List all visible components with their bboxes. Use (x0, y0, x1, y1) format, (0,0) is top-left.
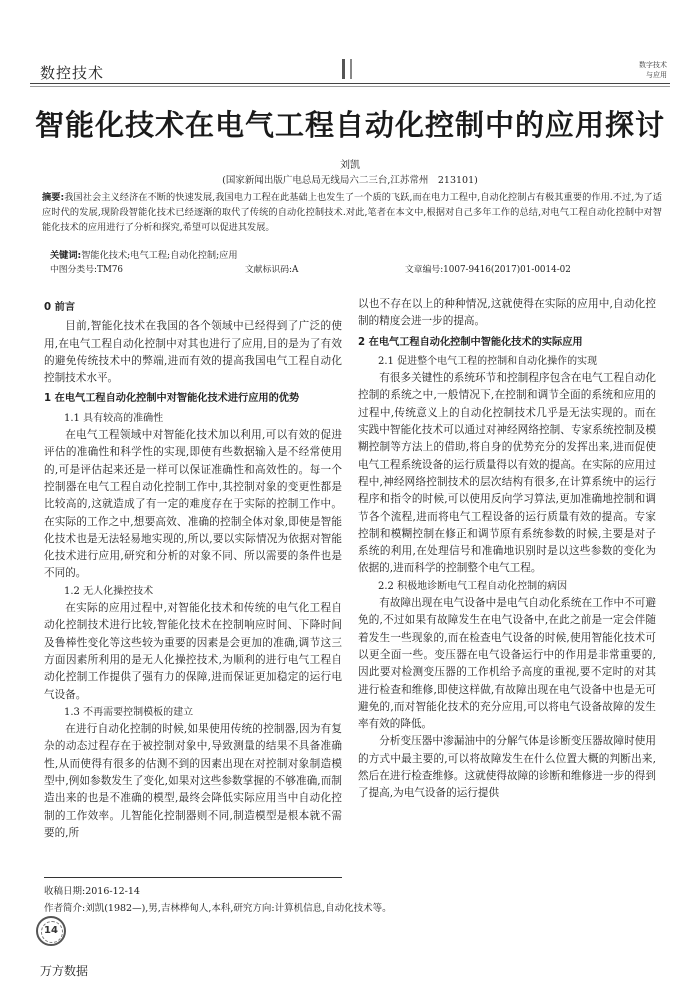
article-title: 智能化技术在电气工程自动化控制中的应用探讨 (34, 108, 665, 142)
paragraph: 在进行自动化控制的时候,如果使用传统的控制器,因为有复杂的动态过程存在于被控制对象中,导致测量的结果不具备准确性,从而使得有很多的估测不到的因素出现在对控制对象制造模型中,例如参数发生了变化,如果对这些参数掌握的不够准确,而制造出来的也是不准确的模型,最终会降低实际应用当中自动化控制的工作效率。儿智能化控制器则不同,制造模型是根本就不需要的,所 (44, 723, 342, 839)
paragraph: 有故障出现在电气设备中是电气自动化系统在工作中不可避免的,不过如果有故障发生在电气设备中,在此之前是一定会伴随着发生一些现象的,而在检查电气设备的时候,使用智能化技术可以更全面一些。变压器在电气设备运行中的作用是非常重要的,因此要对检测变压器的工作机给予高度的重视,要不定时的对其进行检查和维修,即使这样做,有故障出现在电气设备中也是无可避免的,而对智能化技术的充分应用,可以将电气设备故障的发生率有效的降低。 (358, 597, 656, 731)
subsection-heading: 1.3 不再需要控制模板的建立 (64, 706, 194, 718)
page-number-badge (36, 916, 66, 946)
keywords (50, 247, 238, 261)
abstract-label: 摘要: (42, 192, 65, 203)
paragraph: 在实际的应用过程中,对智能化技术和传统的电气化工程自动化控制技术进行比较,智能化技术在控制响应时间、下降时间及鲁棒性变化等这些较为重要的因素是会更加的准确,调节这三方面因素所利用的是无人化操控技术,为顺利的进行电气工程自动化控制工作提供了强有力的保障,进而保证更加稳定的运行电气设备。 (44, 602, 342, 701)
paragraph: 以也不存在以上的种种情况,这就使得在实际的应用中,自动化控制的精度会进一步的提高。 (358, 298, 656, 328)
section-heading: 2 在电气工程自动化控制中智能化技术的实际应用 (358, 336, 583, 348)
journal-badge-line1: 数字技术 (639, 61, 667, 69)
author-bio: 作者简介:刘凯(1982—),男,吉林桦甸人,本科,研究方向:计算机信息,自动化技术等。 (44, 903, 392, 914)
left-column (44, 296, 342, 842)
article-number: 文章编号:1007-9416(2017)01-0014-02 (405, 265, 571, 275)
paragraph: 分析变压器中渗漏油中的分解气体是诊断变压器故障时使用的方式中最主要的,可以将故障发生在什么位置大概的判断出来,然后在进行检查维修。这就使得故障的诊断和维修进一步的得到了提高,为电气设备的运行提供 (358, 735, 656, 800)
abstract-text: 我国社会主义经济在不断的快速发展,我国电力工程在此基础上也发生了一个质的飞跃,而在电力工程中,自动化控制占有极其重要的作用.不过,为了适应时代的发展,现阶段智能化技术已经逐渐的取代了传统的自动化控制技术.对此,笔者在本文中,根据对自己多年工作的总结,对电气工程自动化控制中对智能化技术的应用进行了分析和探究,希望可以促进其发展。 (42, 192, 662, 233)
paragraph: 有很多关键性的系统环节和控制程序包含在电气工程自动化控制的系统之中,一般情况下,在控制和调节全面的系统和应用的过程中,传统意义上的自动化控制技术几乎是无法实现的。而在实践中智能化技术可以通过对神经网络控制、专家系统控制及模糊控制等方法上的借助,将自身的优势充分的发挥出来,进而促使电气工程系统设备的运行质量得以有效的提高。在实际的应用过程中,神经网络控制技术的层次结构有很多,在计算系统中的运行程序和指令的时候,可以使用反向学习算法,更加准确地控制和调节各个流程,进而将电气工程设备的运行质量有效的提高。专家控制和模糊控制在修正和调节原有系统参数的时候,主要是对子系统的利用,在处理信号和准确地识别时是以这些参数的变化为依据的,进而科学的控制整个电气工程。 (358, 372, 656, 575)
paragraph: 目前,智能化技术在我国的各个领域中已经得到了广泛的使用,在电气工程自动化控制中对其也进行了应用,目的是为了有效的避免传统技术中的弊端,进而有效的提高我国电气工程自动化控制技术水平。 (44, 320, 342, 385)
keywords-text: 智能化技术;电气工程;自动化控制;应用 (81, 250, 238, 261)
affiliation: (国家新闻出版广电总局无线局六二三台,江苏常州 213101) (222, 175, 478, 186)
subsection-heading: 1.2 无人化操控技术 (64, 585, 154, 597)
journal-badge (605, 60, 669, 82)
subsection-heading: 2.2 积极地诊断电气工程自动化控制的病因 (378, 580, 568, 592)
section-heading: 0 前言 (44, 302, 76, 313)
right-column (358, 296, 656, 803)
section-heading: 1 在电气工程自动化控制中对智能化技术进行应用的优势 (44, 393, 300, 405)
header-divider (342, 59, 345, 79)
header-rule (30, 83, 670, 84)
journal-badge-line2: 与应用 (646, 71, 667, 79)
watermark-text: 万方数据 (40, 964, 89, 978)
header-rule (30, 86, 670, 87)
clc-number: 中图分类号:TM76 (50, 265, 124, 275)
received-date: 收稿日期:2016-12-14 (44, 886, 140, 897)
journal-section: 数控技术 (40, 64, 105, 82)
subsection-heading: 1.1 具有较高的准确性 (64, 412, 164, 424)
page-number: 14 (44, 925, 58, 936)
subsection-heading: 2.1 促进整个电气工程的控制和自动化操作的实现 (378, 355, 598, 367)
author: 刘凯 (340, 160, 360, 171)
document-code: 文献标识码:A (245, 265, 299, 275)
keywords-label: 关键词: (50, 250, 82, 261)
abstract (42, 190, 662, 235)
footnote-rule (44, 877, 342, 878)
paragraph: 在电气工程领域中对智能化技术加以利用,可以有效的促进评估的准确性和科学性的实现,即使有些数据输入是不经常使用的,可是评估起来还是一样可以保证准确性和高效性的。每一个控制器在电气工程自动化控制工作中,其控制对象的变更性都是比较高的,这就造成了有一定的难度存在于实际的控制工作中。在实际的工作之中,想要高效、准确的控制全体对象,即使是智能化技术也是无法轻易地实现的,所以,要以实际情况为依据对智能化技术进行应用,研究和分析的对象不同、所以需要的条件也是不同的。 (44, 429, 342, 580)
header-divider (350, 59, 352, 79)
